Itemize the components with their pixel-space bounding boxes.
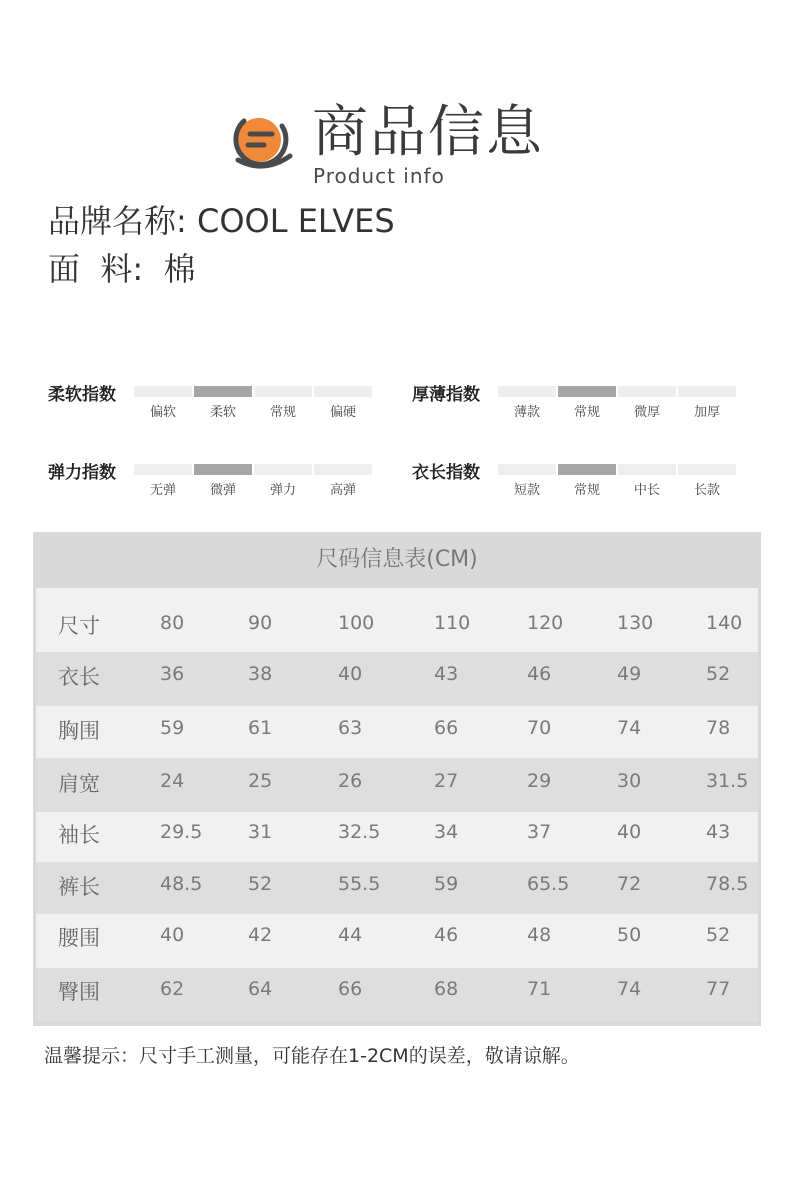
index-1 <box>48 376 378 426</box>
index-segment <box>498 464 556 475</box>
table-cell: 70 <box>527 717 552 739</box>
brand-label: 品牌名称: <box>48 202 187 240</box>
index-option-label: 常规 <box>573 483 600 498</box>
table-row <box>36 706 758 758</box>
index-option-label: 柔软 <box>209 405 236 420</box>
brand-value: COOL ELVES <box>196 202 395 240</box>
index-option-label: 常规 <box>573 405 600 420</box>
table-cell: 50 <box>617 924 642 946</box>
index-segment-selected <box>558 386 616 397</box>
table-cell: 42 <box>248 924 273 946</box>
index-option-label: 薄款 <box>513 405 540 420</box>
row-header: 袖长 <box>58 823 100 847</box>
table-cell: 61 <box>248 717 273 739</box>
table-cell: 62 <box>160 978 185 1000</box>
table-cell: 59 <box>160 717 185 739</box>
index-option-label: 偏硬 <box>329 405 356 420</box>
table-cell: 43 <box>434 663 459 685</box>
index-name: 柔软指数 <box>48 385 116 405</box>
index-segment-selected <box>194 464 252 475</box>
row-header: 尺寸 <box>58 614 100 638</box>
row-header: 胸围 <box>58 719 100 743</box>
index-segment <box>254 464 312 475</box>
table-cell: 78 <box>706 717 731 739</box>
table-cell: 44 <box>338 924 363 946</box>
table-cell: 27 <box>434 770 459 792</box>
row-header: 腰围 <box>58 926 100 950</box>
table-cell: 77 <box>706 978 731 1000</box>
index-option-label: 中长 <box>633 483 660 498</box>
table-row <box>36 862 758 914</box>
index-name: 厚薄指数 <box>412 385 480 405</box>
table-cell: 40 <box>617 821 642 843</box>
index-option-label: 加厚 <box>693 405 720 420</box>
product-info-header <box>228 100 568 190</box>
index-4 <box>412 454 742 504</box>
table-row <box>36 812 758 862</box>
table-cell: 66 <box>338 978 363 1000</box>
table-cell: 38 <box>248 663 273 685</box>
table-row <box>36 968 758 1022</box>
table-cell: 34 <box>434 821 459 843</box>
page-title: 商品信息 <box>312 100 544 165</box>
table-row <box>36 914 758 968</box>
table-cell: 120 <box>527 612 564 634</box>
table-cell: 64 <box>248 978 273 1000</box>
table-cell: 46 <box>527 663 552 685</box>
table-cell: 48 <box>527 924 552 946</box>
table-cell: 46 <box>434 924 459 946</box>
page-subtitle: Product info <box>313 164 445 188</box>
table-cell: 68 <box>434 978 459 1000</box>
table-cell: 110 <box>434 612 471 634</box>
index-option-label: 弹力 <box>269 483 296 498</box>
row-header: 衣长 <box>58 665 100 689</box>
index-option-label: 微弹 <box>209 483 236 498</box>
table-row <box>36 588 758 652</box>
row-header: 裤长 <box>58 875 100 899</box>
size-table-title: 尺码信息表(CM) <box>316 547 478 572</box>
table-cell: 37 <box>527 821 552 843</box>
table-cell: 66 <box>434 717 459 739</box>
table-cell: 36 <box>160 663 185 685</box>
table-cell: 78.5 <box>706 873 749 895</box>
fabric-line <box>48 244 196 290</box>
fabric-label: 面 料: <box>48 250 144 288</box>
table-cell: 130 <box>617 612 654 634</box>
index-segment-selected <box>194 386 252 397</box>
table-cell: 31.5 <box>706 770 749 792</box>
index-segment <box>678 386 736 397</box>
index-segment <box>618 464 676 475</box>
index-name: 衣长指数 <box>412 463 480 483</box>
size-table <box>33 532 761 1026</box>
index-segment <box>498 386 556 397</box>
index-name: 弹力指数 <box>48 463 116 483</box>
table-cell: 49 <box>617 663 642 685</box>
table-cell: 52 <box>706 924 731 946</box>
index-segment <box>134 464 192 475</box>
table-cell: 140 <box>706 612 743 634</box>
table-cell: 26 <box>338 770 363 792</box>
table-cell: 32.5 <box>338 821 381 843</box>
index-3 <box>48 454 378 504</box>
table-cell: 90 <box>248 612 273 634</box>
table-cell: 80 <box>160 612 185 634</box>
index-segment <box>678 464 736 475</box>
index-segment <box>618 386 676 397</box>
table-cell: 52 <box>706 663 731 685</box>
fabric-value: 棉 <box>163 250 196 288</box>
index-segment <box>314 464 372 475</box>
index-2 <box>412 376 742 426</box>
table-cell: 71 <box>527 978 552 1000</box>
index-segment <box>134 386 192 397</box>
product-info-logo-icon <box>228 112 298 172</box>
row-header: 肩宽 <box>58 772 100 796</box>
table-cell: 31 <box>248 821 273 843</box>
table-cell: 43 <box>706 821 731 843</box>
index-option-label: 微厚 <box>633 405 660 420</box>
index-option-label: 偏软 <box>149 405 176 420</box>
table-cell: 40 <box>338 663 363 685</box>
table-cell: 52 <box>248 873 273 895</box>
table-cell: 72 <box>617 873 642 895</box>
index-segment <box>314 386 372 397</box>
table-cell: 48.5 <box>160 873 203 895</box>
index-option-label: 短款 <box>513 483 540 498</box>
table-cell: 29.5 <box>160 821 203 843</box>
index-option-label: 无弹 <box>149 483 176 498</box>
table-cell: 40 <box>160 924 185 946</box>
table-cell: 55.5 <box>338 873 381 895</box>
table-cell: 30 <box>617 770 642 792</box>
table-cell: 65.5 <box>527 873 570 895</box>
row-header: 臀围 <box>58 980 100 1004</box>
table-cell: 24 <box>160 770 185 792</box>
table-cell: 74 <box>617 978 642 1000</box>
index-segment-selected <box>558 464 616 475</box>
table-row <box>36 652 758 706</box>
table-cell: 100 <box>338 612 375 634</box>
measurement-note: 温馨提示：尺寸手工测量，可能存在1-2CM的误差，敬请谅解。 <box>44 1045 580 1067</box>
index-option-label: 常规 <box>269 405 296 420</box>
table-cell: 25 <box>248 770 273 792</box>
table-cell: 29 <box>527 770 552 792</box>
index-segment <box>254 386 312 397</box>
table-cell: 59 <box>434 873 459 895</box>
table-row <box>36 758 758 812</box>
table-cell: 74 <box>617 717 642 739</box>
index-option-label: 长款 <box>693 483 720 498</box>
brand-line <box>48 196 395 242</box>
table-cell: 63 <box>338 717 363 739</box>
index-option-label: 高弹 <box>329 483 356 498</box>
